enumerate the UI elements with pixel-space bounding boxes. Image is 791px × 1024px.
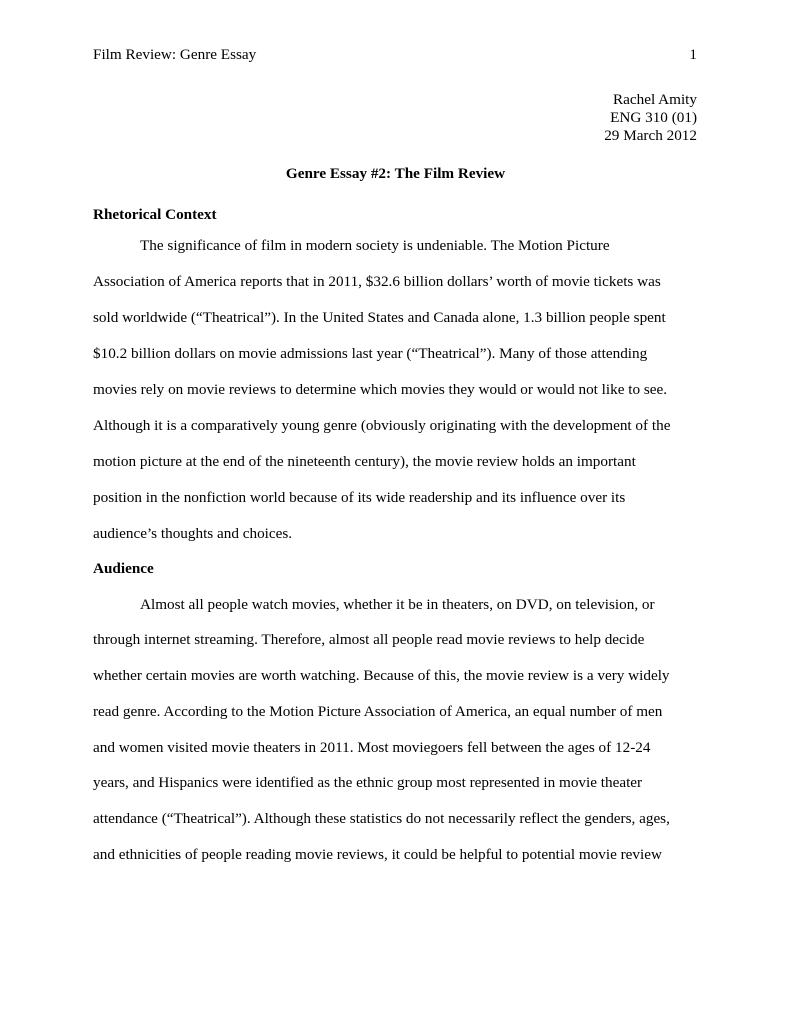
paragraph-line: position in the nonfiction world because of its wide readership and its influence over its xyxy=(93,489,626,506)
paragraph-line: motion picture at the end of the nineteenth century), the movie review holds an important xyxy=(93,453,636,470)
paragraph-line: audience’s thoughts and choices. xyxy=(93,525,293,542)
course-code: ENG 310 (01) xyxy=(610,109,697,126)
paragraph-line: whether certain movies are worth watching. Because of this, the movie review is a very widely xyxy=(93,667,670,684)
author-block xyxy=(604,91,697,145)
essay-title: Genre Essay #2: The Film Review xyxy=(285,165,506,182)
paragraph-line: and women visited movie theaters in 2011. Most moviegoers fell between the ages of 12-24 xyxy=(93,739,651,756)
paragraph-line: attendance (“Theatrical”). Although these statistics do not necessarily reflect the genders, ages, xyxy=(93,810,670,827)
paragraph-line: Almost all people watch movies, whether it be in theaters, on DVD, on television, or xyxy=(140,596,655,613)
section-heading-rhetorical-context: Rhetorical Context xyxy=(93,206,217,223)
running-head xyxy=(93,45,697,65)
paragraph-line: sold worldwide (“Theatrical”). In the United States and Canada alone, 1.3 billion people spent xyxy=(93,309,666,326)
essay-date: 29 March 2012 xyxy=(604,127,697,144)
paragraph-line: through internet streaming. Therefore, almost all people read movie reviews to help decide xyxy=(93,631,645,648)
paragraph-line: years, and Hispanics were identified as the ethnic group most represented in movie theater xyxy=(93,774,643,791)
section-heading-audience: Audience xyxy=(93,560,154,577)
paragraph-line: The significance of film in modern society is undeniable. The Motion Picture xyxy=(140,237,610,254)
paragraph-line: $10.2 billion dollars on movie admissions last year (“Theatrical”). Many of those attending xyxy=(93,345,648,362)
paragraph-line: movies rely on movie reviews to determine which movies they would or would not like to see. xyxy=(93,381,668,398)
paragraph-line: and ethnicities of people reading movie reviews, it could be helpful to potential movie review xyxy=(93,846,662,863)
page-number: 1 xyxy=(689,46,697,63)
author-name: Rachel Amity xyxy=(613,91,697,108)
running-head-title: Film Review: Genre Essay xyxy=(93,46,257,63)
paragraph-line: Although it is a comparatively young genre (obviously originating with the development of the xyxy=(93,417,671,434)
paragraph-line: Association of America reports that in 2011, $32.6 billion dollars’ worth of movie tickets was xyxy=(93,273,661,290)
paragraph-line: read genre. According to the Motion Picture Association of America, an equal number of men xyxy=(93,703,663,720)
